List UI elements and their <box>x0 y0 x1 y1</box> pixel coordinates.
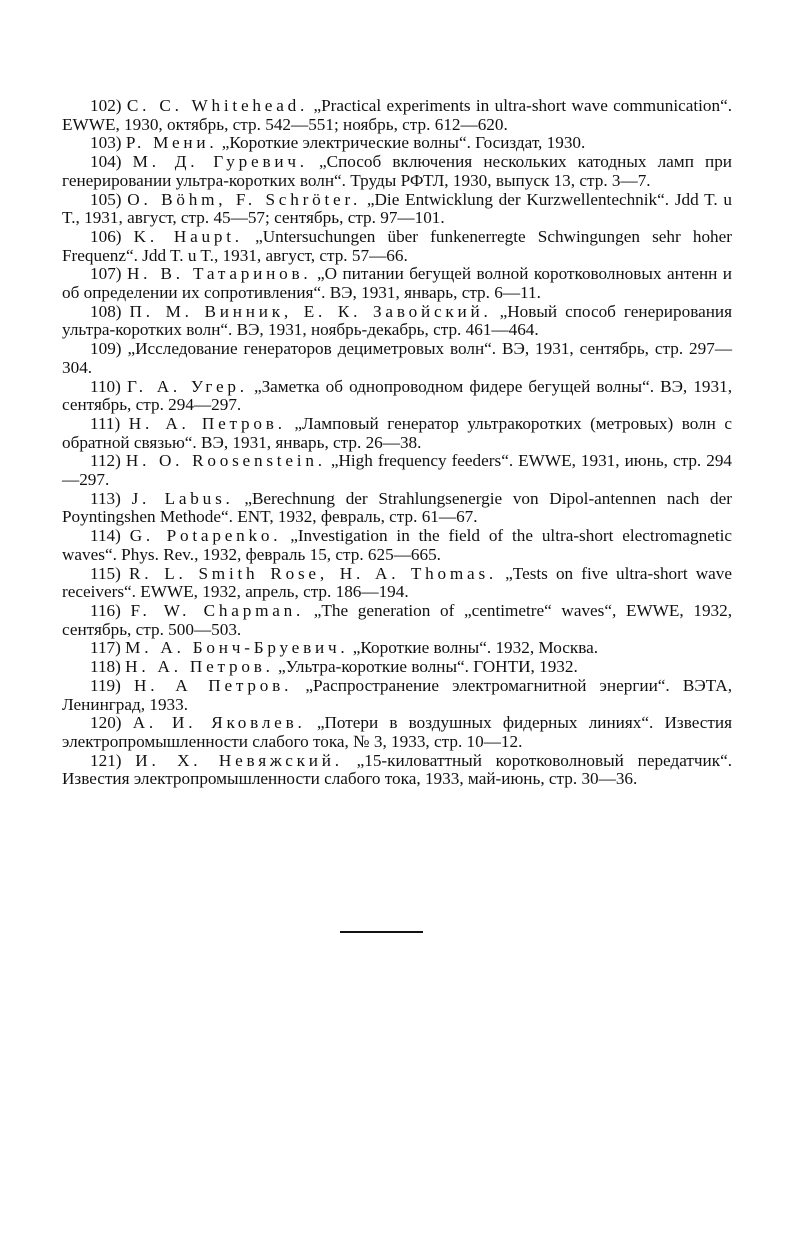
entry-author: O. Böhm, F. Schröter. <box>127 189 362 209</box>
entry-citation: „Заметка об однопроводном фидере бегущей волны“. ВЭ, 1931, сентябрь, стр. 294—297. <box>62 376 732 415</box>
entry-citation: „The generation of „centimetre“ waves“, EWWE, 1932, сентябрь, стр. 500—503. <box>62 600 733 639</box>
entry-number: 112) <box>90 451 121 471</box>
bibliography-entry <box>62 340 732 377</box>
entry-citation: „Ламповый генератор ультракоротких (метровых) волн с обратной связью“. ВЭ, 1931, январь, стр. 26—38. <box>62 413 733 452</box>
entry-author: C. C. Whitehead. <box>126 96 309 115</box>
entry-author: М. А. Бонч-Бруевич. <box>125 638 349 658</box>
bibliography-entry <box>62 565 732 602</box>
entry-author: Р. Мени. <box>125 133 218 153</box>
entry-citation: „Распространение электромагнитной энергии“. ВЭТА, Ленинград, 1933. <box>62 675 733 714</box>
entry-author: Н. А. Петров. <box>128 413 286 433</box>
bibliography-entry <box>62 303 732 340</box>
entry-citation: „Die Entwicklung der Kurzwellentechnik“. Jdd T. u T., 1931, август, стр. 45—57; сентябрь, стр. 97—101. <box>62 189 733 228</box>
bibliography-entry <box>62 134 732 153</box>
bibliography-entry <box>62 602 732 639</box>
entry-author: H. O. Roosenstein. <box>125 451 326 471</box>
entry-citation: „Короткие волны“. 1932, Москва. <box>352 638 599 658</box>
entry-citation: „High frequency feeders“. EWWE, 1931, июнь, стр. 294—297. <box>62 451 733 490</box>
bibliography-entry <box>62 714 732 751</box>
entry-number: 104) <box>90 152 122 172</box>
entry-number: 108) <box>90 301 122 321</box>
bibliography-entry <box>62 228 732 265</box>
entry-number: 106) <box>90 226 122 246</box>
bibliography-entry <box>62 265 732 302</box>
entry-author: Н. А. Петров. <box>125 657 274 677</box>
entry-citation: „Tests on five ultra-short wave receivers“. EWWE, 1932, апрель, стр. 186—194. <box>62 563 733 602</box>
entry-number: 116) <box>90 600 121 620</box>
entry-citation: „Ультра-короткие волны“. ГОНТИ, 1932. <box>278 657 578 677</box>
bibliography-entry <box>62 452 732 489</box>
entry-number: 118) <box>90 657 121 677</box>
bibliography-entry <box>62 677 732 714</box>
entry-number: 117) <box>90 638 121 658</box>
end-separator-rule <box>340 931 423 933</box>
bibliography-entry <box>62 153 732 190</box>
entry-author: F. W. Chapman. <box>130 600 305 620</box>
entry-author: Г. А. Угер. <box>126 376 248 396</box>
bibliography-entry <box>62 378 732 415</box>
entry-author: G. Potapenko. <box>129 526 282 546</box>
bibliography-list <box>62 97 732 789</box>
entry-number: 111) <box>90 413 121 433</box>
entry-citation: „Короткие электрические волны“. Госиздат, 1930. <box>221 133 586 153</box>
bibliography-entry <box>62 490 732 527</box>
entry-author: R. L. Smith Rose, H. A. Thomas. <box>128 563 498 583</box>
bibliography-entry <box>62 191 732 228</box>
entry-number: 103) <box>90 133 122 153</box>
entry-number: 109) <box>90 339 122 359</box>
bibliography-entry <box>62 752 732 789</box>
entry-author: М. Д. Гуревич. <box>132 152 308 172</box>
bibliography-entry <box>62 415 732 452</box>
entry-citation: „О питании бегущей волной коротковолновых антенн и об определении их сопротивления“. ВЭ, 1931, январь, стр. 6—11. <box>62 264 732 303</box>
entry-author: Н. А Петров. <box>134 675 293 695</box>
bibliography-entry <box>62 639 732 658</box>
entry-author: J. Labus. <box>131 488 234 508</box>
entry-number: 110) <box>90 376 121 396</box>
entry-author: K. Haupt. <box>133 226 243 246</box>
entry-number: 113) <box>90 488 121 508</box>
entry-citation: „Practical experiments in ultra-short wave communication“. EWWE, 1930, октябрь, стр. 542—551; ноябрь, стр. 612—620. <box>62 96 733 134</box>
entry-number: 119) <box>90 675 121 695</box>
entry-citation: „Berechnung der Strahlungsenergie von Dipol-antennen nach der Poyntingshen Methode“. ENT, 1932, февраль, стр. 61—67. <box>62 488 733 527</box>
bibliography-entry <box>62 658 732 677</box>
entry-number: 114) <box>90 526 121 546</box>
entry-citation: „Untersuchungen über funkenerregte Schwingungen sehr hoher Frequenz“. Jdd T. u T., 1931, август, стр. 57—66. <box>62 226 733 265</box>
entry-citation: „Потери в воздушных фидерных линиях“. Известия электропромышленности слабого тока, № 3, 1933, стр. 10—12. <box>62 713 733 751</box>
entry-citation: „Исследование генераторов дециметровых волн“. ВЭ, 1931, сентябрь, стр. 297—304. <box>62 339 733 377</box>
entry-author: И. Х. Невяжский. <box>135 750 343 770</box>
entry-author: Н. В. Татаринов. <box>126 264 312 284</box>
entry-number: 115) <box>90 563 121 583</box>
entry-author: П. М. Винник, Е. К. Завойский. <box>129 301 492 321</box>
bibliography-entry <box>62 527 732 564</box>
bibliography-entry <box>62 97 732 134</box>
entry-number: 105) <box>90 189 122 209</box>
entry-number: 107) <box>90 264 122 284</box>
entry-citation: „Новый способ генерирования ультра-коротких волн“. ВЭ, 1931, ноябрь-декабрь, стр. 461—464. <box>62 301 733 340</box>
entry-author: А. И. Яковлев. <box>132 713 306 733</box>
entry-number: 121) <box>90 750 122 770</box>
entry-citation: „Способ включения нескольких катодных ламп при генерировании ультра-коротких волн“. Труды РФТЛ, 1930, выпуск 13, стр. 3—7. <box>62 152 733 190</box>
entry-number: 120) <box>90 713 122 733</box>
entry-citation: „15-киловаттный коротковолновый передатчик“. Известия электропромышленности слабого тока, 1933, май-июнь, стр. 30—36. <box>62 750 733 789</box>
entry-citation: „Investigation in the field of the ultra-short electromagnetic waves“. Phys. Rev., 1932, февраль 15, стр. 625—665. <box>62 526 733 564</box>
entry-number: 102) <box>90 96 122 115</box>
